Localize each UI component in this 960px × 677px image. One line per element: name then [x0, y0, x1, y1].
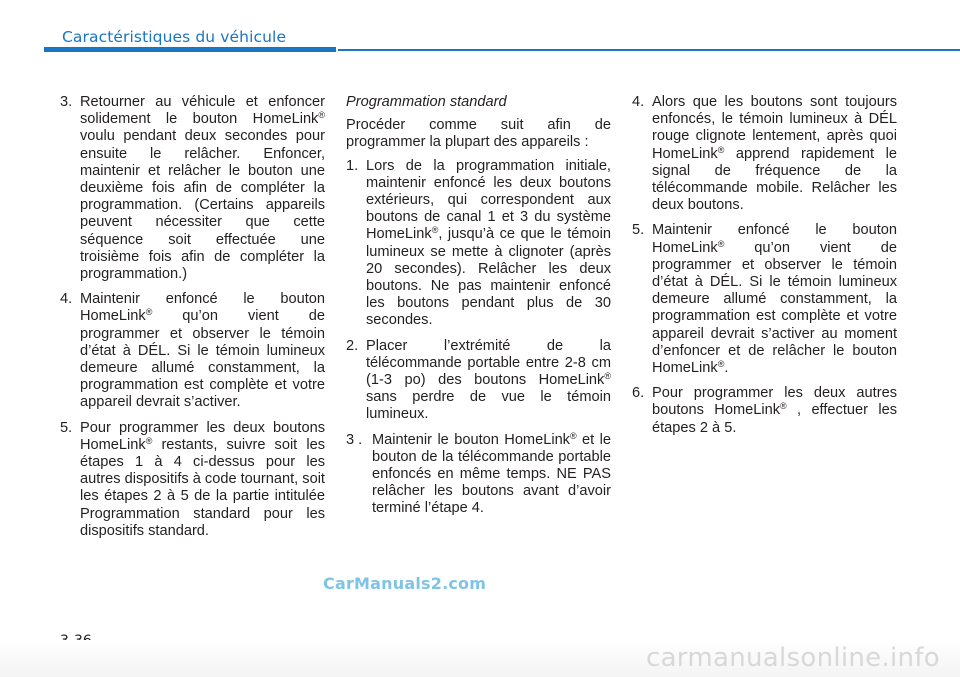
header-rule-thin [338, 49, 960, 51]
text-column-2 [346, 94, 611, 518]
list-number: 4. [632, 94, 645, 110]
registered-mark: ® [780, 401, 787, 412]
registered-mark: ® [318, 110, 325, 121]
list-text: Alors que les boutons sont toujours enfoncés, le témoin lumineux à DÉL rouge clignote lentement, après quoi HomeLink® apprend rapidement le signal de fréquence de la télécommande mobile. Relâcher les deux boutons. [652, 94, 897, 214]
list-text: Maintenir enfoncé le bouton HomeLink® qu’on vient de programmer et observer le témoin d’état à DÉL. Si le témoin lumineux demeure allumé constamment, la programmation est complète et votre appareil devrait s’activer au moment d’enfoncer et de relâcher le bouton HomeLink®. [652, 222, 897, 377]
header-rule-thick [44, 47, 336, 52]
footer-watermark: carmanualsonline.info [645, 643, 940, 673]
list-number: 2. [346, 337, 359, 354]
list-item [60, 420, 325, 540]
registered-mark: ® [717, 238, 725, 249]
list-item [346, 338, 611, 424]
list-item [60, 94, 325, 283]
list-item [632, 222, 897, 377]
list-text: Maintenir enfoncé le bouton HomeLink® qu’on vient de programmer et observer le témoin d’état à DÉL. Si le témoin lumineux demeure allumé constamment, la programmation est complète et votre appareil devrait s’activer. [80, 291, 325, 411]
section-header-title: Caractéristiques du véhicule [62, 28, 287, 46]
list-number: 5. [60, 419, 73, 436]
list-number: 4. [60, 291, 73, 308]
list-text: Pour programmer les deux autres boutons HomeLink® , effectuer les étapes 2 à 5. [652, 385, 897, 436]
list-item [346, 432, 611, 518]
registered-mark: ® [145, 435, 153, 446]
registered-mark: ® [431, 225, 439, 236]
watermark-link[interactable]: CarManuals2.com [323, 574, 487, 593]
section-title: Programmation standard [346, 94, 507, 110]
list-number: 5. [632, 222, 645, 239]
list-item [632, 385, 897, 437]
text-column-1 [60, 94, 325, 540]
list-number: 3 . [346, 431, 363, 448]
text-column-3 [632, 94, 897, 437]
intro-paragraph: Procéder comme suit afin de programmer la plupart des appareils : [346, 117, 611, 151]
list-number: 3. [60, 94, 73, 110]
list-text: Retourner au véhicule et enfoncer solidement le bouton HomeLink® voulu pendant deux secondes pour ensuite le relâcher. Enfoncer, maintenir et relâcher le bouton une deuxième fois afin de compléter la programmation. (Certains appareils peuvent nécessiter que cette séquence soit effectuée une troisième fois afin de compléter la programmation.) [80, 94, 325, 283]
list-text: Placer l’extrémité de la télécommande portable entre 2-8 cm (1-3 po) des boutons HomeLink® sans perdre de vue le témoin lumineux. [366, 337, 611, 423]
registered-mark: ® [717, 359, 725, 370]
registered-mark: ® [569, 430, 577, 441]
list-number: 6. [632, 385, 645, 402]
list-text: Lors de la programmation initiale, maintenir enfoncé les deux boutons extérieurs, qui correspondent aux boutons de canal 1 et 3 du système HomeLink®, jusqu’à ce que le témoin lumineux se mette à clignoter (après 20 secondes). Relâcher les deux boutons. Ne pas maintenir enfoncé les boutons pendant plus de 30 secondes. [366, 157, 611, 329]
list-text: Maintenir le bouton HomeLink® et le bouton de la télécommande portable enfoncés en même temps. NE PAS relâcher les boutons avant d’avoir terminé l’étape 4. [372, 430, 611, 517]
registered-mark: ® [604, 371, 611, 382]
list-number: 1. [346, 157, 359, 174]
registered-mark: ® [717, 144, 725, 155]
list-text: Pour programmer les deux boutons HomeLink® restants, suivre soit les étapes 1 à 4 ci-dessus pour les autres dispositifs à code tournant, soit les étapes 2 à 5 de la partie intitulée Programmation standard pour les dispositifs standard. [80, 419, 325, 539]
list-item [346, 158, 611, 330]
list-item [60, 291, 325, 411]
registered-mark: ® [145, 307, 153, 318]
list-item [632, 94, 897, 214]
